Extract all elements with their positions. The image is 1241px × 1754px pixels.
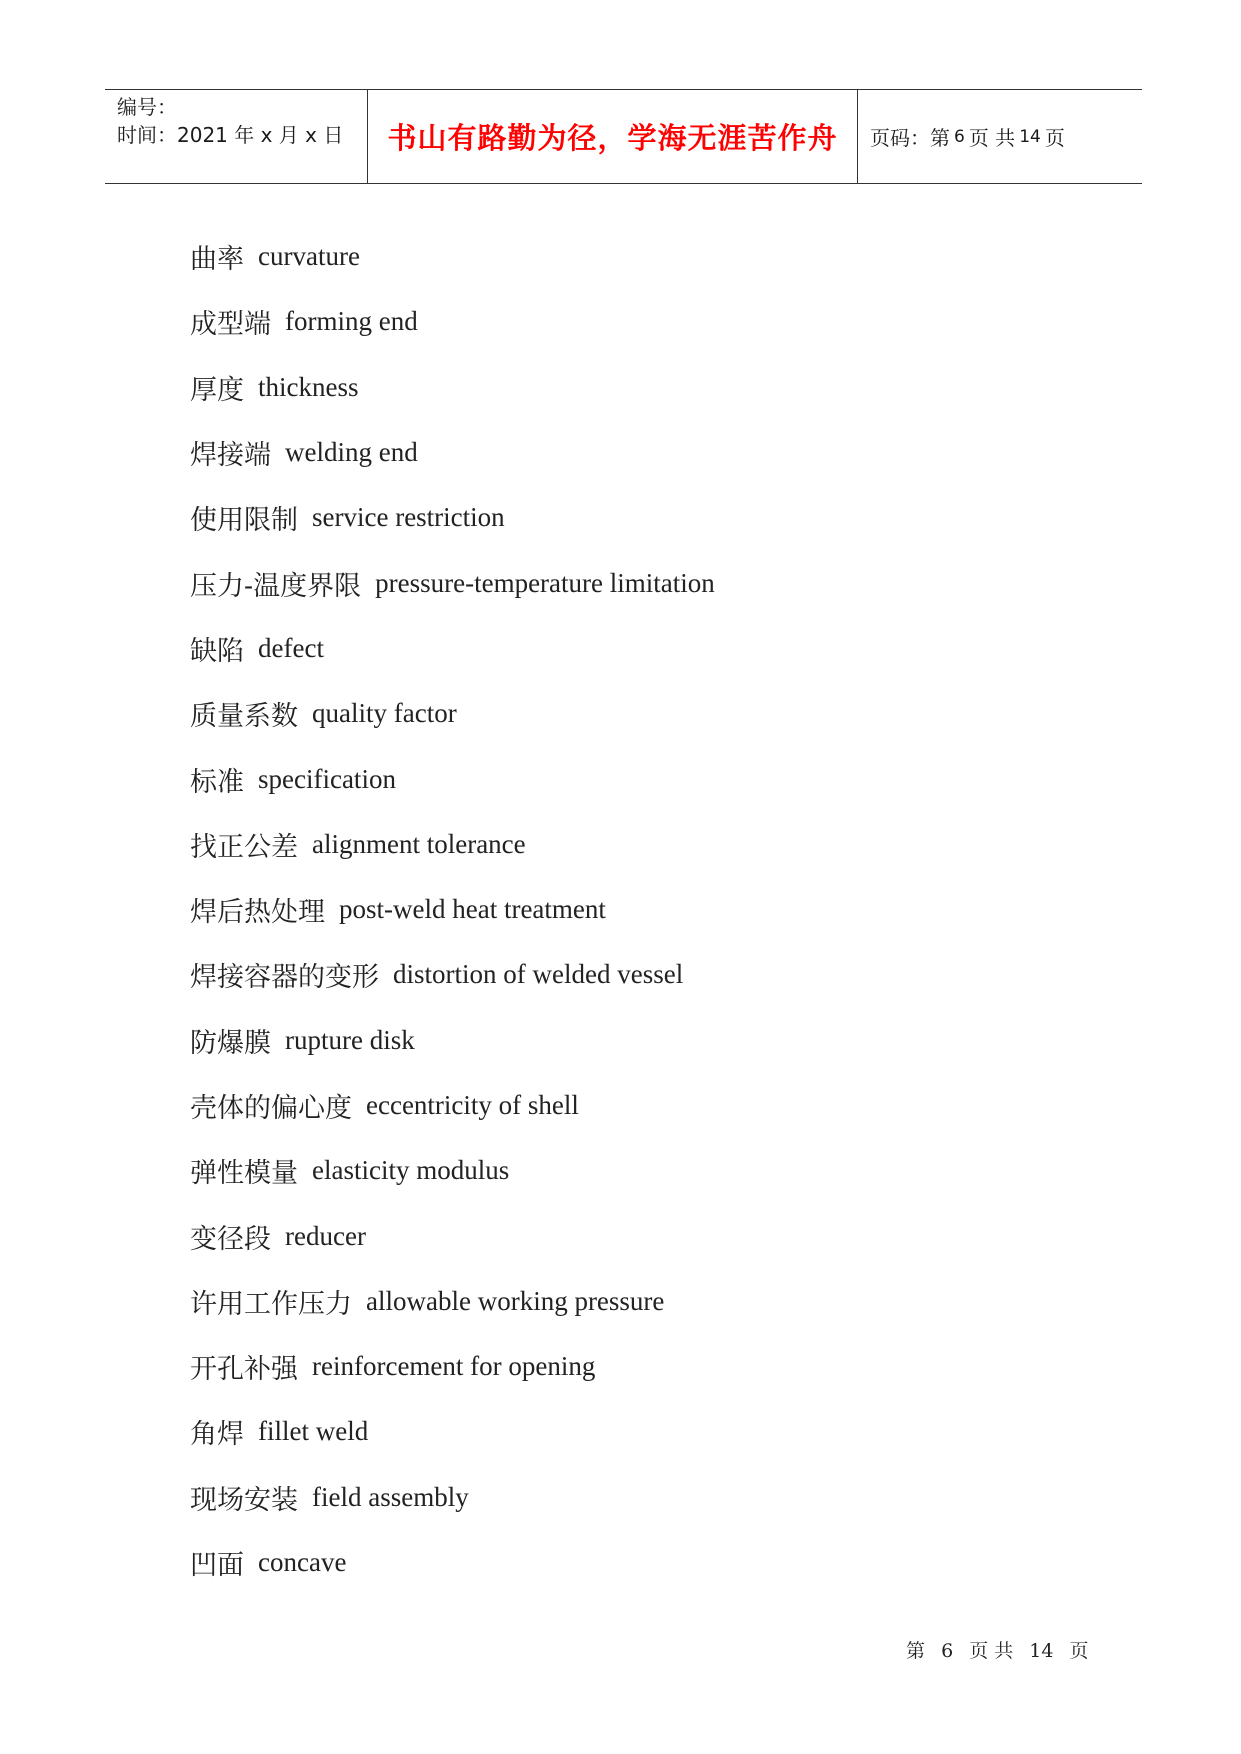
glossary-term-row: [190, 616, 1140, 681]
page-prefix: 页码：第: [870, 126, 950, 150]
serial-label: 编号：: [117, 95, 177, 119]
header-motto-cell: [368, 90, 858, 183]
glossary-term-row: [190, 420, 1140, 485]
glossary-term-row: [190, 1530, 1140, 1595]
glossary-term-row: [190, 1203, 1140, 1268]
term-chinese: 现场安装: [190, 1484, 298, 1516]
glossary-term-row: [190, 1334, 1140, 1399]
glossary-term-row: [190, 1269, 1140, 1334]
glossary-term-row: [190, 1138, 1140, 1203]
term-chinese: 焊接容器的变形: [190, 962, 379, 994]
term-english: post-weld heat treatment: [339, 894, 606, 925]
term-english: quality factor: [312, 698, 457, 729]
term-english: pressure-temperature limitation: [375, 567, 715, 598]
term-english: reducer: [285, 1220, 366, 1251]
glossary-term-row: [190, 1008, 1140, 1073]
term-chinese: 防爆膜: [190, 1027, 271, 1059]
footer-prefix: 第: [906, 1640, 926, 1662]
glossary-term-row: [190, 681, 1140, 746]
term-chinese: 成型端: [190, 309, 271, 341]
term-english: concave: [258, 1547, 347, 1578]
term-english: elasticity modulus: [312, 1155, 510, 1186]
header-info-cell: [105, 90, 368, 183]
term-english: welding end: [285, 437, 418, 468]
term-english: specification: [258, 763, 396, 794]
term-english: fillet weld: [258, 1416, 369, 1447]
term-chinese: 缺陷: [190, 635, 244, 667]
glossary-list: [190, 224, 1140, 1595]
page-suffix: 页: [1044, 126, 1065, 150]
header-page-cell: [858, 90, 1142, 183]
page-header: [105, 89, 1142, 184]
glossary-term-row: [190, 942, 1140, 1007]
footer-suffix: 页: [1069, 1640, 1089, 1662]
term-english: alignment tolerance: [312, 828, 526, 859]
term-chinese: 变径段: [190, 1223, 271, 1255]
term-chinese: 厚度: [190, 374, 244, 406]
glossary-term-row: [190, 877, 1140, 942]
term-english: rupture disk: [285, 1024, 415, 1055]
glossary-term-row: [190, 1399, 1140, 1464]
time-label: 时间：2021 年 x 月 x 日: [117, 123, 344, 147]
page-total: 14: [1019, 126, 1041, 147]
term-chinese: 角焊: [190, 1419, 244, 1451]
term-chinese: 压力-温度界限: [190, 570, 362, 602]
motto-text: 书山有路勤为径，学海无涯苦作舟: [387, 121, 838, 155]
term-english: distortion of welded vessel: [393, 959, 684, 990]
footer-current: 6: [941, 1640, 954, 1662]
term-english: field assembly: [312, 1481, 469, 1512]
glossary-term-row: [190, 1465, 1140, 1530]
glossary-term-row: [190, 289, 1140, 354]
term-english: eccentricity of shell: [366, 1090, 579, 1120]
term-english: thickness: [258, 371, 359, 402]
term-chinese: 凹面: [190, 1550, 244, 1582]
term-chinese: 曲率: [190, 244, 244, 276]
term-chinese: 找正公差: [190, 831, 298, 863]
glossary-term-row: [190, 1073, 1140, 1138]
term-chinese: 质量系数: [190, 701, 298, 733]
term-chinese: 标准: [190, 766, 244, 798]
page-footer: [906, 1636, 1089, 1663]
term-english: defect: [258, 632, 324, 663]
term-english: reinforcement for opening: [312, 1351, 596, 1382]
footer-middle: 页 共: [969, 1640, 1014, 1662]
term-english: service restriction: [312, 502, 505, 533]
glossary-term-row: [190, 550, 1140, 615]
glossary-term-row: [190, 355, 1140, 420]
page-current: 6: [954, 126, 965, 147]
term-chinese: 许用工作压力: [190, 1288, 352, 1320]
glossary-term-row: [190, 485, 1140, 550]
term-chinese: 弹性模量: [190, 1158, 298, 1190]
page-middle: 页 共: [968, 126, 1016, 150]
term-chinese: 使用限制: [190, 505, 298, 537]
term-chinese: 壳体的偏心度: [190, 1093, 352, 1124]
term-chinese: 开孔补强: [190, 1354, 298, 1386]
term-english: allowable working pressure: [366, 1285, 665, 1316]
term-english: forming end: [285, 306, 418, 337]
term-chinese: 焊后热处理: [190, 897, 325, 929]
glossary-term-row: [190, 812, 1140, 877]
term-chinese: 焊接端: [190, 440, 271, 472]
term-english: curvature: [258, 241, 360, 272]
glossary-term-row: [190, 224, 1140, 289]
footer-total: 14: [1029, 1640, 1054, 1662]
glossary-term-row: [190, 746, 1140, 811]
